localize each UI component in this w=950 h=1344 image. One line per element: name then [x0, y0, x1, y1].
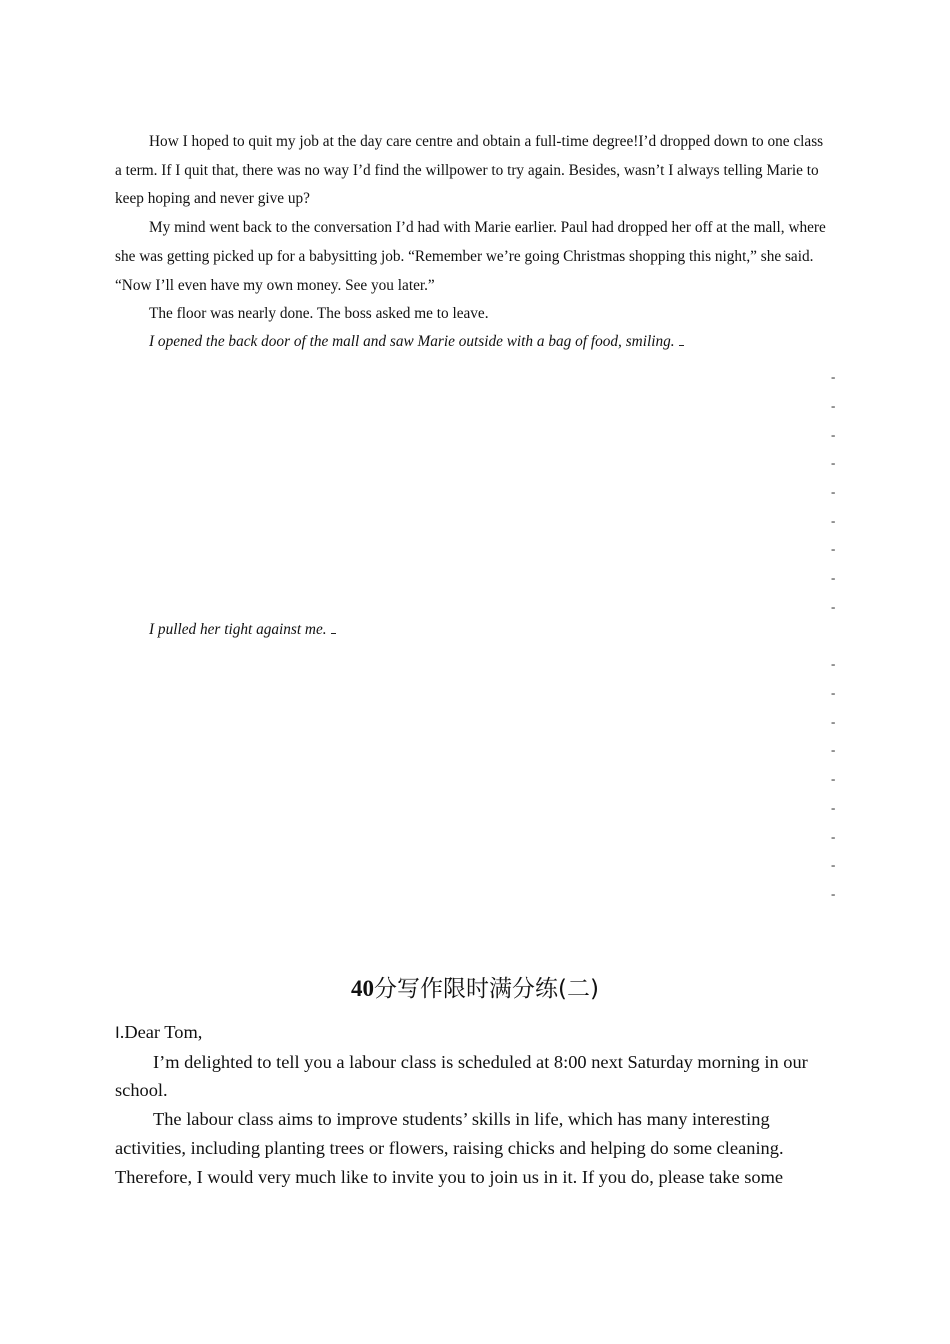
- answer-line-marker: -: [831, 570, 836, 585]
- answer-line-marker: -: [831, 513, 836, 528]
- answer-line-marker: -: [831, 714, 836, 729]
- section-title-number: 40: [351, 976, 375, 1001]
- prompt-2-text: I pulled her tight against me.: [149, 621, 327, 638]
- answer-line-marker: -: [831, 829, 836, 844]
- prompt-1-text: I opened the back door of the mall and saw Marie outside with a bag of food, smiling.: [149, 333, 675, 350]
- continuation-prompt-2: [149, 620, 336, 640]
- answer-line-marker: -: [831, 427, 836, 442]
- answer-blank-start[interactable]: [331, 621, 336, 634]
- answer-line-marker: -: [831, 857, 836, 872]
- continuation-prompt-1: [149, 332, 684, 352]
- section-title: [0, 972, 950, 1006]
- answer-line-marker: -: [831, 685, 836, 700]
- answer-line-marker: -: [831, 369, 836, 384]
- letter-salutation: .Dear Tom,: [119, 1022, 203, 1042]
- story-paragraph-1: How I hoped to quit my job at the day care centre and obtain a full-time degree!I’d dropped down to one class a term. If I quit that, there was no way I’d find the willpower to try again. Besides, wasn’t I always telling Marie to keep hoping and never give up?: [115, 133, 824, 208]
- answer-line-marker: -: [831, 771, 836, 786]
- answer-line-marker: -: [831, 455, 836, 470]
- letter-paragraph-1: I’m delighted to tell you a labour class is scheduled at 8:00 next Saturday morning in our school.: [115, 1051, 808, 1101]
- roman-numeral: Ⅰ: [115, 1023, 120, 1042]
- answer-blank-start[interactable]: [679, 333, 684, 346]
- letter-paragraph-2: The labour class aims to improve students’ skills in life, which has many interesting activities, including planting trees or flowers, raising chicks and helping do some cleaning. Therefore, I would very much like to invite you to join us in it. If you do, please take some: [115, 1109, 784, 1187]
- story-paragraph-2: My mind went back to the conversation I’d had with Marie earlier. Paul had dropped her off at the mall, where she was getting picked up for a babysitting job. “Remember we’re going Christmas shopping this night,” she said. “Now I’ll even have my own money. See you later.”: [115, 219, 826, 294]
- letter-salutation-line: [115, 1018, 837, 1048]
- answer-line-marker: -: [831, 599, 836, 614]
- answer-line-marker: -: [831, 800, 836, 815]
- answer-line-marker: -: [831, 398, 836, 413]
- answer-line-marker: -: [831, 541, 836, 556]
- story-passage: [115, 128, 827, 329]
- answer-line-marker: -: [831, 886, 836, 901]
- section-title-text: 分写作限时满分练(二): [374, 976, 599, 1002]
- sample-letter: [115, 1018, 837, 1191]
- story-paragraph-3: The floor was nearly done. The boss asked me to leave.: [149, 305, 489, 323]
- answer-line-marker: -: [831, 742, 836, 757]
- answer-line-marker: -: [831, 484, 836, 499]
- answer-line-marker: -: [831, 656, 836, 671]
